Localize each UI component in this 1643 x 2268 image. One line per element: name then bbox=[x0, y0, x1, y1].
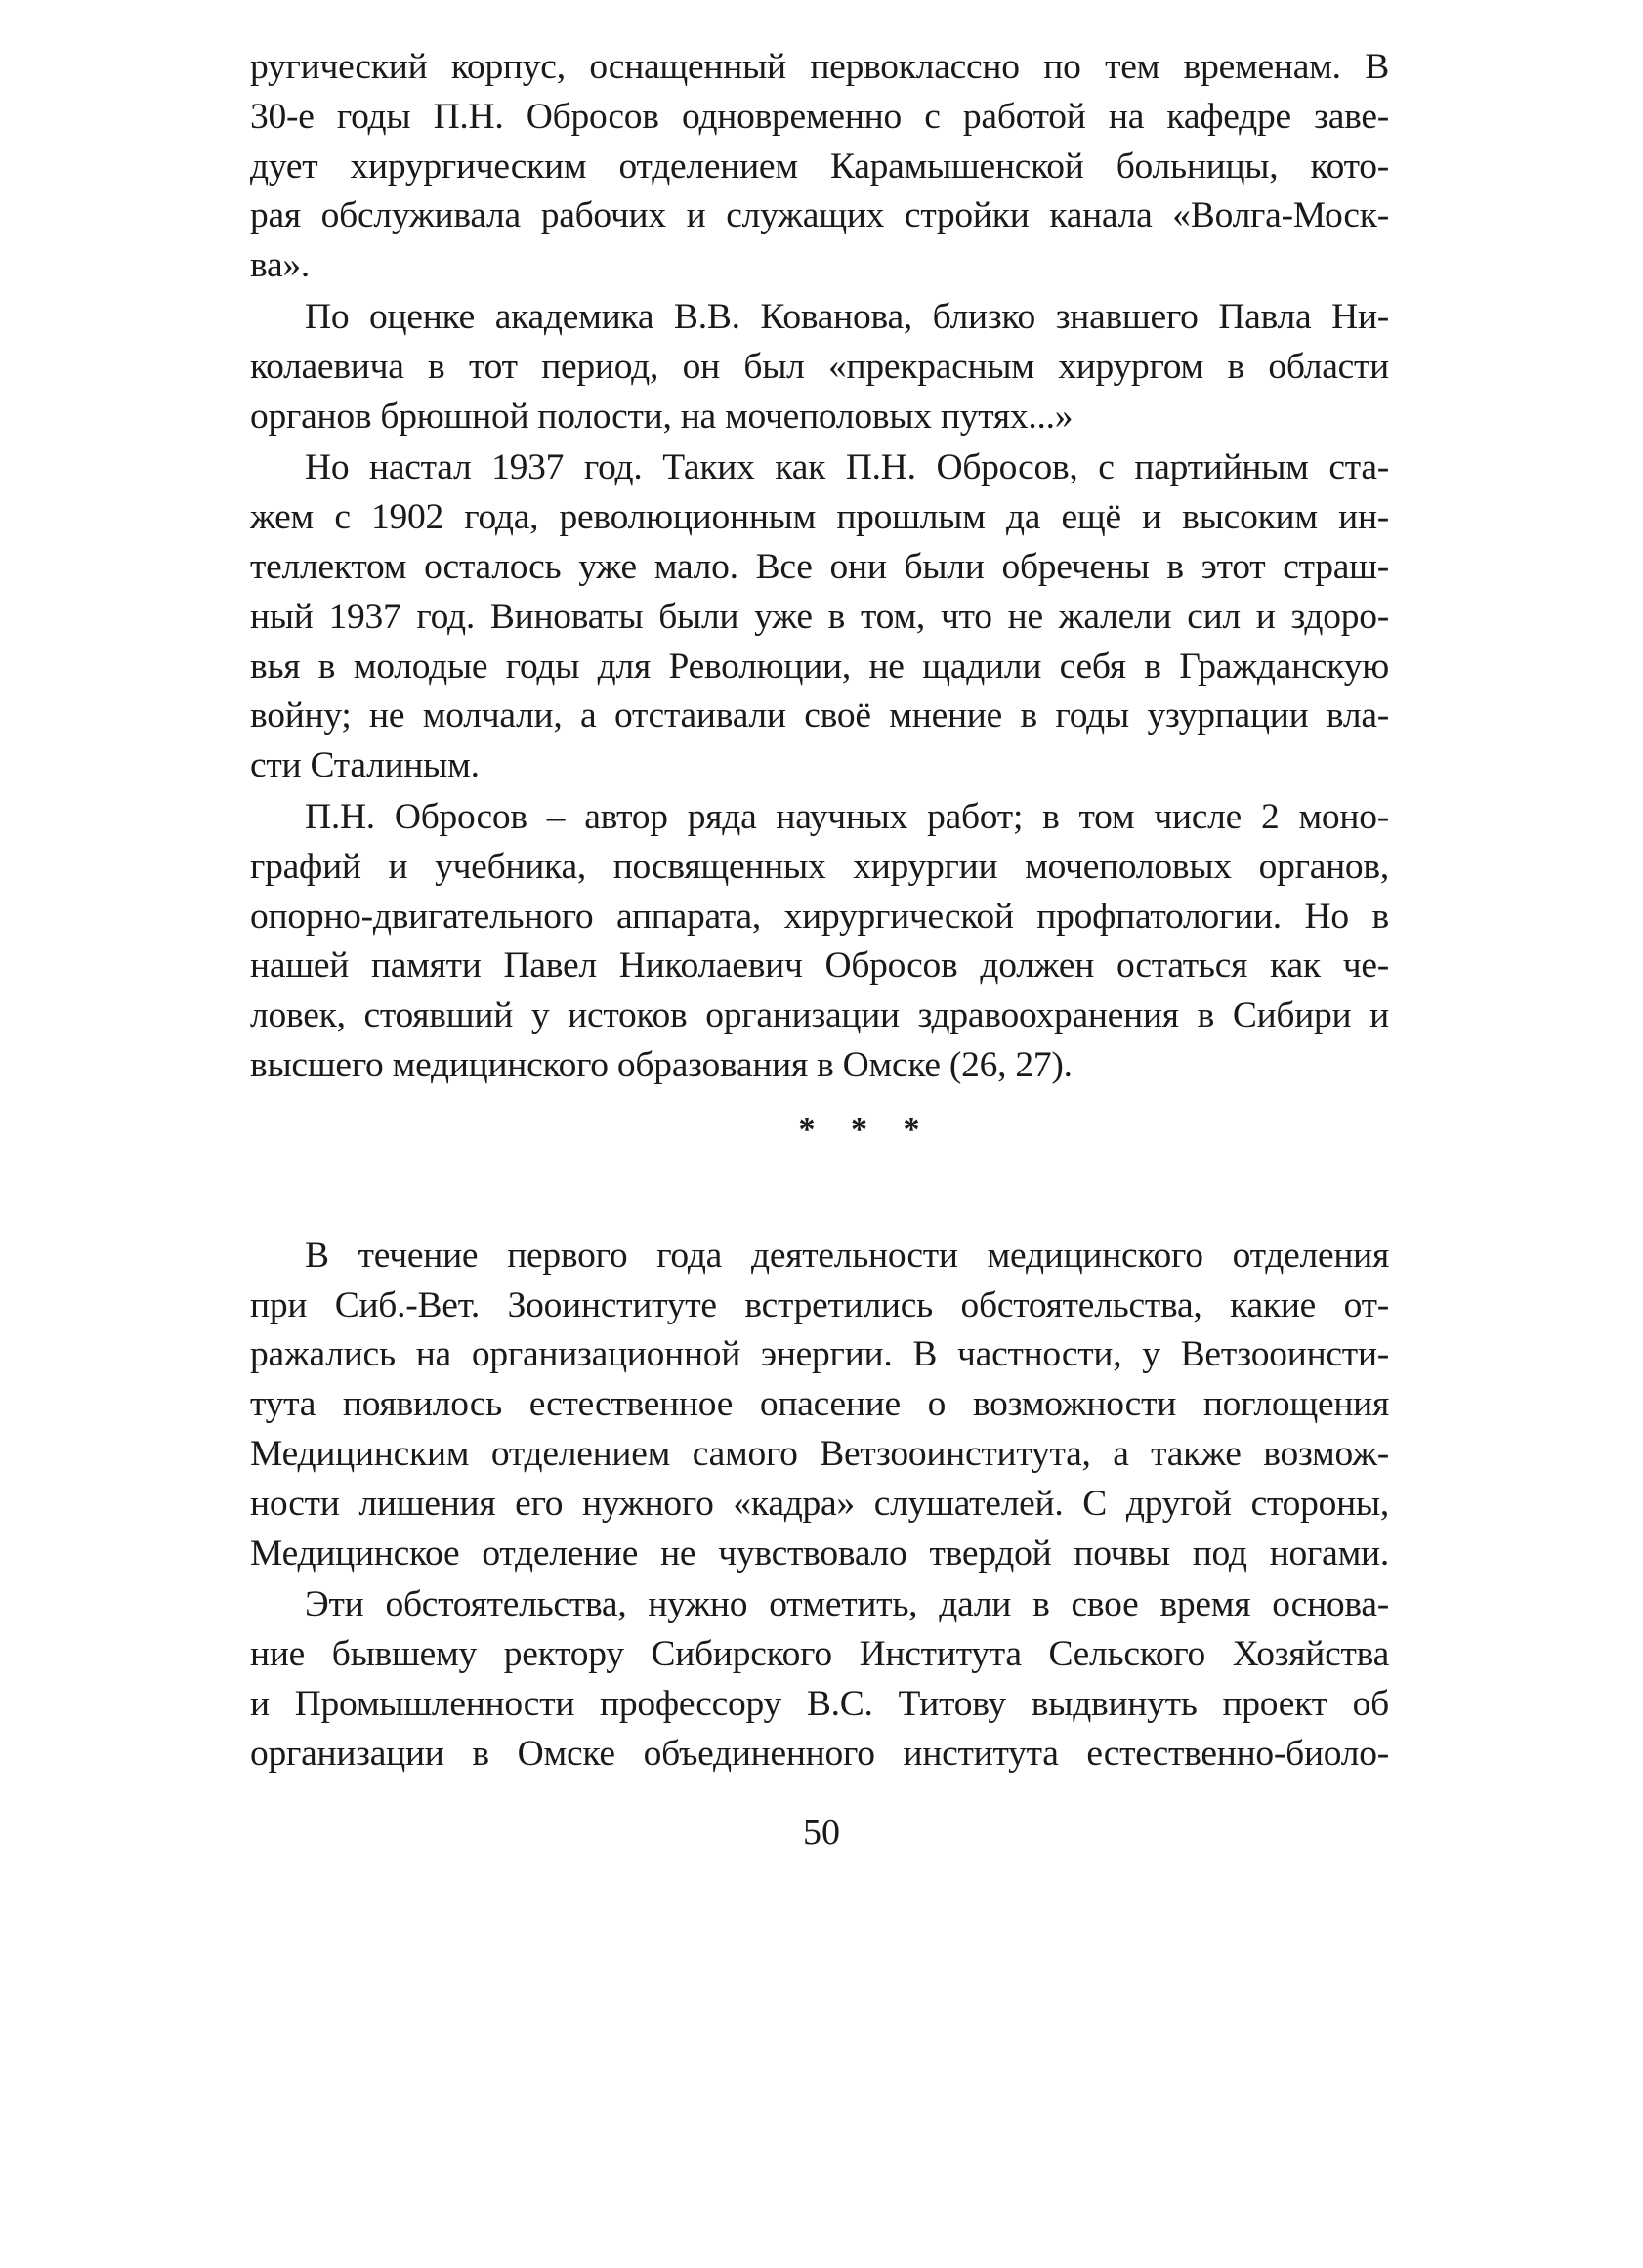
paragraph-6 bbox=[250, 1580, 1389, 1779]
text-line: По оценке академика В.В. Кованова, близко знавшего Павла Ни- bbox=[305, 296, 1389, 337]
text-line: органов брюшной полости, на мочеполовых путях...» bbox=[250, 396, 1074, 437]
text-line: графий и учебника, посвященных хирургии мочеполовых органов, bbox=[250, 846, 1389, 887]
text-line: 30-е годы П.Н. Обросов одновременно с работой на кафедре заве- bbox=[250, 96, 1389, 137]
text-line: высшего медицинского образования в Омске (26, 27). bbox=[250, 1044, 1073, 1085]
text-line: ругический корпус, оснащенный первоклассно по тем временам. В bbox=[250, 47, 1389, 87]
text-line: П.Н. Обросов – автор ряда научных работ; в том числе 2 моно- bbox=[305, 796, 1389, 837]
text-line: ный 1937 год. Виноваты были уже в том, что не жалели сил и здоро- bbox=[250, 596, 1389, 637]
paragraph-4 bbox=[250, 793, 1389, 1091]
paragraph-5 bbox=[250, 1232, 1389, 1579]
text-line: Медицинским отделением самого Ветзооинститута, а также возмож- bbox=[250, 1433, 1389, 1474]
text-line: при Сиб.-Вет. Зооинституте встретились обстоятельства, какие от- bbox=[250, 1284, 1389, 1325]
text-line: дует хирургическим отделением Карамышенской больницы, кото- bbox=[250, 146, 1389, 187]
text-line: Медицинское отделение не чувствовало твердой почвы под ногами. bbox=[250, 1533, 1389, 1574]
text-line: ние бывшему ректору Сибирского Института Сельского Хозяйства bbox=[250, 1634, 1389, 1675]
text-line: нашей памяти Павел Николаевич Обросов должен остаться как че- bbox=[250, 945, 1389, 987]
text-line: опорно-двигательного аппарата, хирургической профпатологии. Но в bbox=[250, 896, 1389, 937]
page-number: 50 bbox=[803, 1812, 840, 1853]
text-line: ловек, стоявший у истоков организации здравоохранения в Сибири и bbox=[250, 995, 1389, 1036]
paragraph-3 bbox=[250, 443, 1389, 791]
text-line: и Промышленности профессору В.С. Титову выдвинуть проект об bbox=[250, 1683, 1389, 1724]
paragraph-2 bbox=[250, 293, 1389, 441]
text-line: организации в Омске объединенного института естественно-биоло- bbox=[250, 1733, 1389, 1774]
text-line: рая обслуживала рабочих и служащих стройки канала «Волга-Моск- bbox=[250, 195, 1389, 236]
text-line: жем с 1902 года, революционным прошлым да ещё и высоким ин- bbox=[250, 497, 1389, 538]
text-line: ражались на организационной энергии. В частности, у Ветзооинсти- bbox=[250, 1334, 1389, 1375]
text-line: колаевича в тот период, он был «прекрасным хирургом в области bbox=[250, 346, 1389, 387]
text-line: вья в молодые годы для Революции, не щадили себя в Гражданскую bbox=[250, 646, 1389, 687]
text-line: сти Сталиным. bbox=[250, 745, 480, 786]
paragraph-1 bbox=[250, 43, 1389, 291]
section-separator: * * * bbox=[798, 1111, 934, 1148]
text-line: тута появилось естественное опасение о возможности поглощения bbox=[250, 1384, 1389, 1425]
text-line: теллектом осталось уже мало. Все они были обречены в этот страш- bbox=[250, 546, 1389, 587]
text-line: Эти обстоятельства, нужно отметить, дали в свое время основа- bbox=[305, 1584, 1389, 1625]
text-line: Но настал 1937 год. Таких как П.Н. Обросов, с партийным ста- bbox=[305, 447, 1389, 488]
text-line: ности лишения его нужного «кадра» слушателей. С другой стороны, bbox=[250, 1483, 1389, 1524]
text-line: В течение первого года деятельности медицинского отделения bbox=[305, 1235, 1389, 1276]
text-line: войну; не молчали, а отстаивали своё мнение в годы узурпации вла- bbox=[250, 695, 1389, 736]
page-body bbox=[250, 43, 1389, 1780]
text-line: ва». bbox=[250, 245, 310, 286]
